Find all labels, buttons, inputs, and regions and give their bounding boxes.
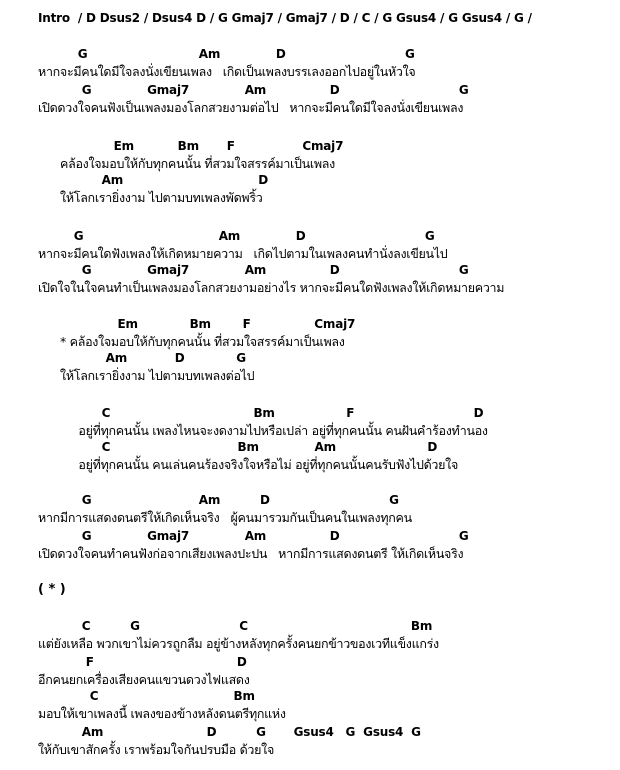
chord-line: C Bm <box>38 689 255 703</box>
lyric-line: อยู่ที่ทุกคนนั้น เพลงไหนจะงดงามไปหรือเปล่า อยู่ที่ทุกคนนั้น คนฝันคำร้องทำนอง <box>38 423 488 438</box>
chord-line: Em Bm F Cmaj7 <box>38 317 356 331</box>
chord-line: Am D G Gsus4 G Gsus4 G <box>38 725 421 739</box>
chorus-repeat-marker: ( * ) <box>38 582 66 597</box>
chord-line: G Gmaj7 Am D G <box>38 83 469 97</box>
chord-line: Am D G <box>38 351 246 365</box>
chord-line: F D <box>38 655 247 669</box>
chord-line: G Am D G <box>38 47 415 61</box>
lyric-line: คล้องใจมอบให้กับทุกคนนั้น ที่สวมใจสรรค์มาเป็นเพลง <box>38 156 335 171</box>
lyric-line: เปิดดวงใจคนฟังเป็นเพลงมองโลกสวยงามต่อไป หากจะมีคนใดมีใจลงนั่งเขียนเพลง <box>38 100 464 115</box>
lyric-line: แต่ยังเหลือ พวกเขาไม่ควรถูกลืม อยู่ข้างหลังทุกครั้งคนยกข้าวของเวทีแข็งแกร่ง <box>38 636 439 651</box>
chord-line: G Gmaj7 Am D G <box>38 529 469 543</box>
chord-line: G Gmaj7 Am D G <box>38 263 469 277</box>
chord-line: C Bm Am D <box>38 440 438 454</box>
intro-line: Intro / D Dsus2 / Dsus4 D / G Gmaj7 / Gmaj7 / D / C / G Gsus4 / G Gsus4 / G / <box>38 11 532 25</box>
chord-line: Am D <box>38 173 269 187</box>
lyric-line: ให้โลกเรายิ่งงาม ไปตามบทเพลงต่อไป <box>38 368 255 383</box>
lyric-line: เปิดใจในใจคนทำเป็นเพลงมองโลกสวยงามอย่างไร หากจะมีคนใดฟังเพลงให้เกิดหมายความ <box>38 280 505 295</box>
lyric-line: หากมีการแสดงดนตรีให้เกิดเห็นจริง ผู้คนมารวมกันเป็นคนในเพลงทุกคน <box>38 510 412 525</box>
lyric-line: มอบให้เขาเพลงนี้ เพลงของข้างหลังดนตรีทุกแห่ง <box>38 706 286 721</box>
lyric-line: อยู่ที่ทุกคนนั้น คนเล่นคนร้องจริงใจหรือไม่ อยู่ที่ทุกคนนั้นคนรับฟังไปด้วยใจ <box>38 457 458 472</box>
lyric-line: ให้โลกเรายิ่งงาม ไปตามบทเพลงพัดพริ้ว <box>38 190 263 205</box>
chord-line: Em Bm F Cmaj7 <box>38 139 344 153</box>
lyric-line: * คล้องใจมอบให้กับทุกคนนั้น ที่สวมใจสรรค์มาเป็นเพลง <box>38 334 345 349</box>
lyric-line: หากจะมีคนใดมีใจลงนั่งเขียนเพลง เกิดเป็นเพลงบรรเลงออกไปอยู่ในหัวใจ <box>38 64 416 79</box>
lyric-line: อีกคนยกเครื่องเสียงคนแขวนดวงไฟแสดง <box>38 672 250 687</box>
chord-line: C G C Bm <box>38 619 433 633</box>
lyric-line: เปิดดวงใจคนทำคนฟังก่อจากเสียงเพลงปะปน หากมีการแสดงดนตรี ให้เกิดเห็นจริง <box>38 546 464 561</box>
chord-line: G Am D G <box>38 229 435 243</box>
lyric-line: หากจะมีคนใดฟังเพลงให้เกิดหมายความ เกิดไปตามในเพลงคนทำนั่งลงเขียนไป <box>38 246 448 261</box>
chord-line: G Am D G <box>38 493 399 507</box>
chord-line: C Bm F D <box>38 406 484 420</box>
lyric-line: ให้กับเขาสักครั้ง เราพร้อมใจกันปรบมือ ด้วยใจ <box>38 742 274 757</box>
